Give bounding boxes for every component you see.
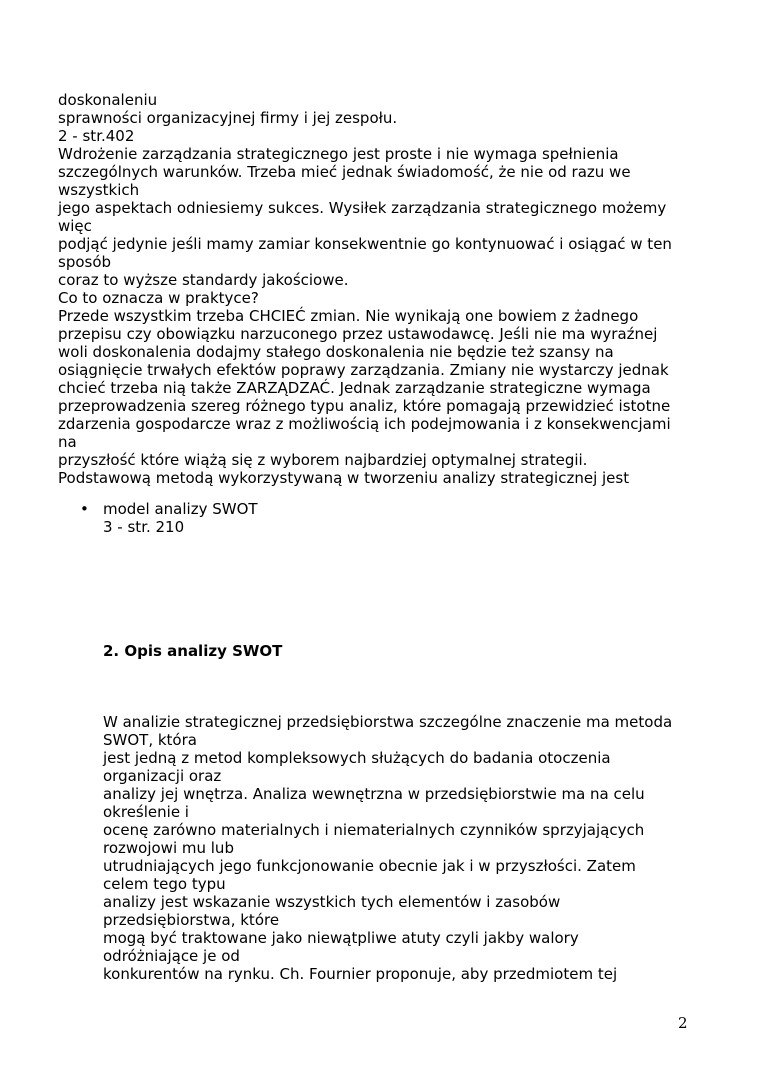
- text-line: ocenę zarówno materialnych i niematerialnych czynników sprzyjających: [103, 821, 645, 839]
- text-line: chcieć trzeba nią także ZARZĄDZAĆ. Jednak zarządzanie strategiczne wymaga: [58, 379, 651, 397]
- text-line: mogą być traktowane jako niewątpliwe atuty czyli jakby walory: [103, 929, 579, 947]
- paragraph-1: [58, 91, 698, 487]
- text-line: na: [58, 433, 77, 451]
- text-line: sprawności organizacyjnej firmy i jej zespołu.: [58, 109, 398, 127]
- text-line: woli doskonalenia dodajmy stałego doskonalenia nie będzie też szansy na: [58, 343, 614, 361]
- text-line: sposób: [58, 253, 112, 271]
- bullet-icon: •: [80, 500, 89, 518]
- text-line: szczególnych warunków. Trzeba mieć jednak świadomość, że nie od razu we: [58, 163, 631, 181]
- text-line: 2 - str.402: [58, 127, 135, 145]
- text-line: W analizie strategicznej przedsiębiorstwa szczególne znaczenie ma metoda: [103, 713, 673, 731]
- text-line: utrudniających jego funkcjonowanie obecnie jak i w przyszłości. Zatem: [103, 857, 636, 875]
- text-line: przeprowadzenia szereg różnego typu analiz, które pomagają przewidzieć istotne: [58, 397, 671, 415]
- text-line: więc: [58, 217, 92, 235]
- bullet-line: model analizy SWOT: [103, 500, 258, 518]
- text-line: Przede wszystkim trzeba CHCIEĆ zmian. Nie wynikają one bowiem z żadnego: [58, 307, 639, 325]
- text-line: analizy jest wskazanie wszystkich tych elementów i zasobów: [103, 893, 561, 911]
- text-line: określenie i: [103, 803, 189, 821]
- text-line: podjąć jedynie jeśli mamy zamiar konsekwentnie go kontynuować i osiągać w ten: [58, 235, 672, 253]
- text-line: organizacji oraz: [103, 767, 222, 785]
- text-line: celem tego typu: [103, 875, 226, 893]
- bullet-line: 3 - str. 210: [103, 518, 185, 536]
- text-line: konkurentów na rynku. Ch. Fournier proponuje, aby przedmiotem tej: [103, 965, 618, 983]
- text-line: coraz to wyższe standardy jakościowe.: [58, 271, 349, 289]
- text-line: przedsiębiorstwa, które: [103, 911, 280, 929]
- bullet-item: [103, 500, 258, 536]
- text-line: odróżniające je od: [103, 947, 240, 965]
- text-line: wszystkich: [58, 181, 140, 199]
- paragraph-2: [103, 713, 672, 983]
- text-line: Podstawową metodą wykorzystywaną w tworzeniu analizy strategicznej jest: [58, 469, 630, 487]
- text-line: zdarzenia gospodarcze wraz z możliwością ich podejmowania i z konsekwencjami: [58, 415, 671, 433]
- text-line: doskonaleniu: [58, 91, 158, 109]
- text-line: jego aspektach odniesiemy sukces. Wysiłek zarządzania strategicznego możemy: [58, 199, 667, 217]
- text-line: Wdrożenie zarządzania strategicznego jest proste i nie wymaga spełnienia: [58, 145, 619, 163]
- text-line: rozwojowi mu lub: [103, 839, 234, 857]
- page-number: 2: [678, 1014, 688, 1032]
- section-heading: 2. Opis analizy SWOT: [103, 642, 283, 660]
- text-line: przyszłość które wiążą się z wyborem najbardziej optymalnej strategii.: [58, 451, 588, 469]
- text-line: Co to oznacza w praktyce?: [58, 289, 259, 307]
- text-line: przepisu czy obowiązku narzuconego przez ustawodawcę. Jeśli nie ma wyraźnej: [58, 325, 658, 343]
- text-line: jest jedną z metod kompleksowych służących do badania otoczenia: [103, 749, 611, 767]
- text-line: analizy jej wnętrza. Analiza wewnętrzna w przedsiębiorstwie ma na celu: [103, 785, 645, 803]
- text-line: osiągnięcie trwałych efektów poprawy zarządzania. Zmiany nie wystarczy jednak: [58, 361, 669, 379]
- text-line: SWOT, która: [103, 731, 197, 749]
